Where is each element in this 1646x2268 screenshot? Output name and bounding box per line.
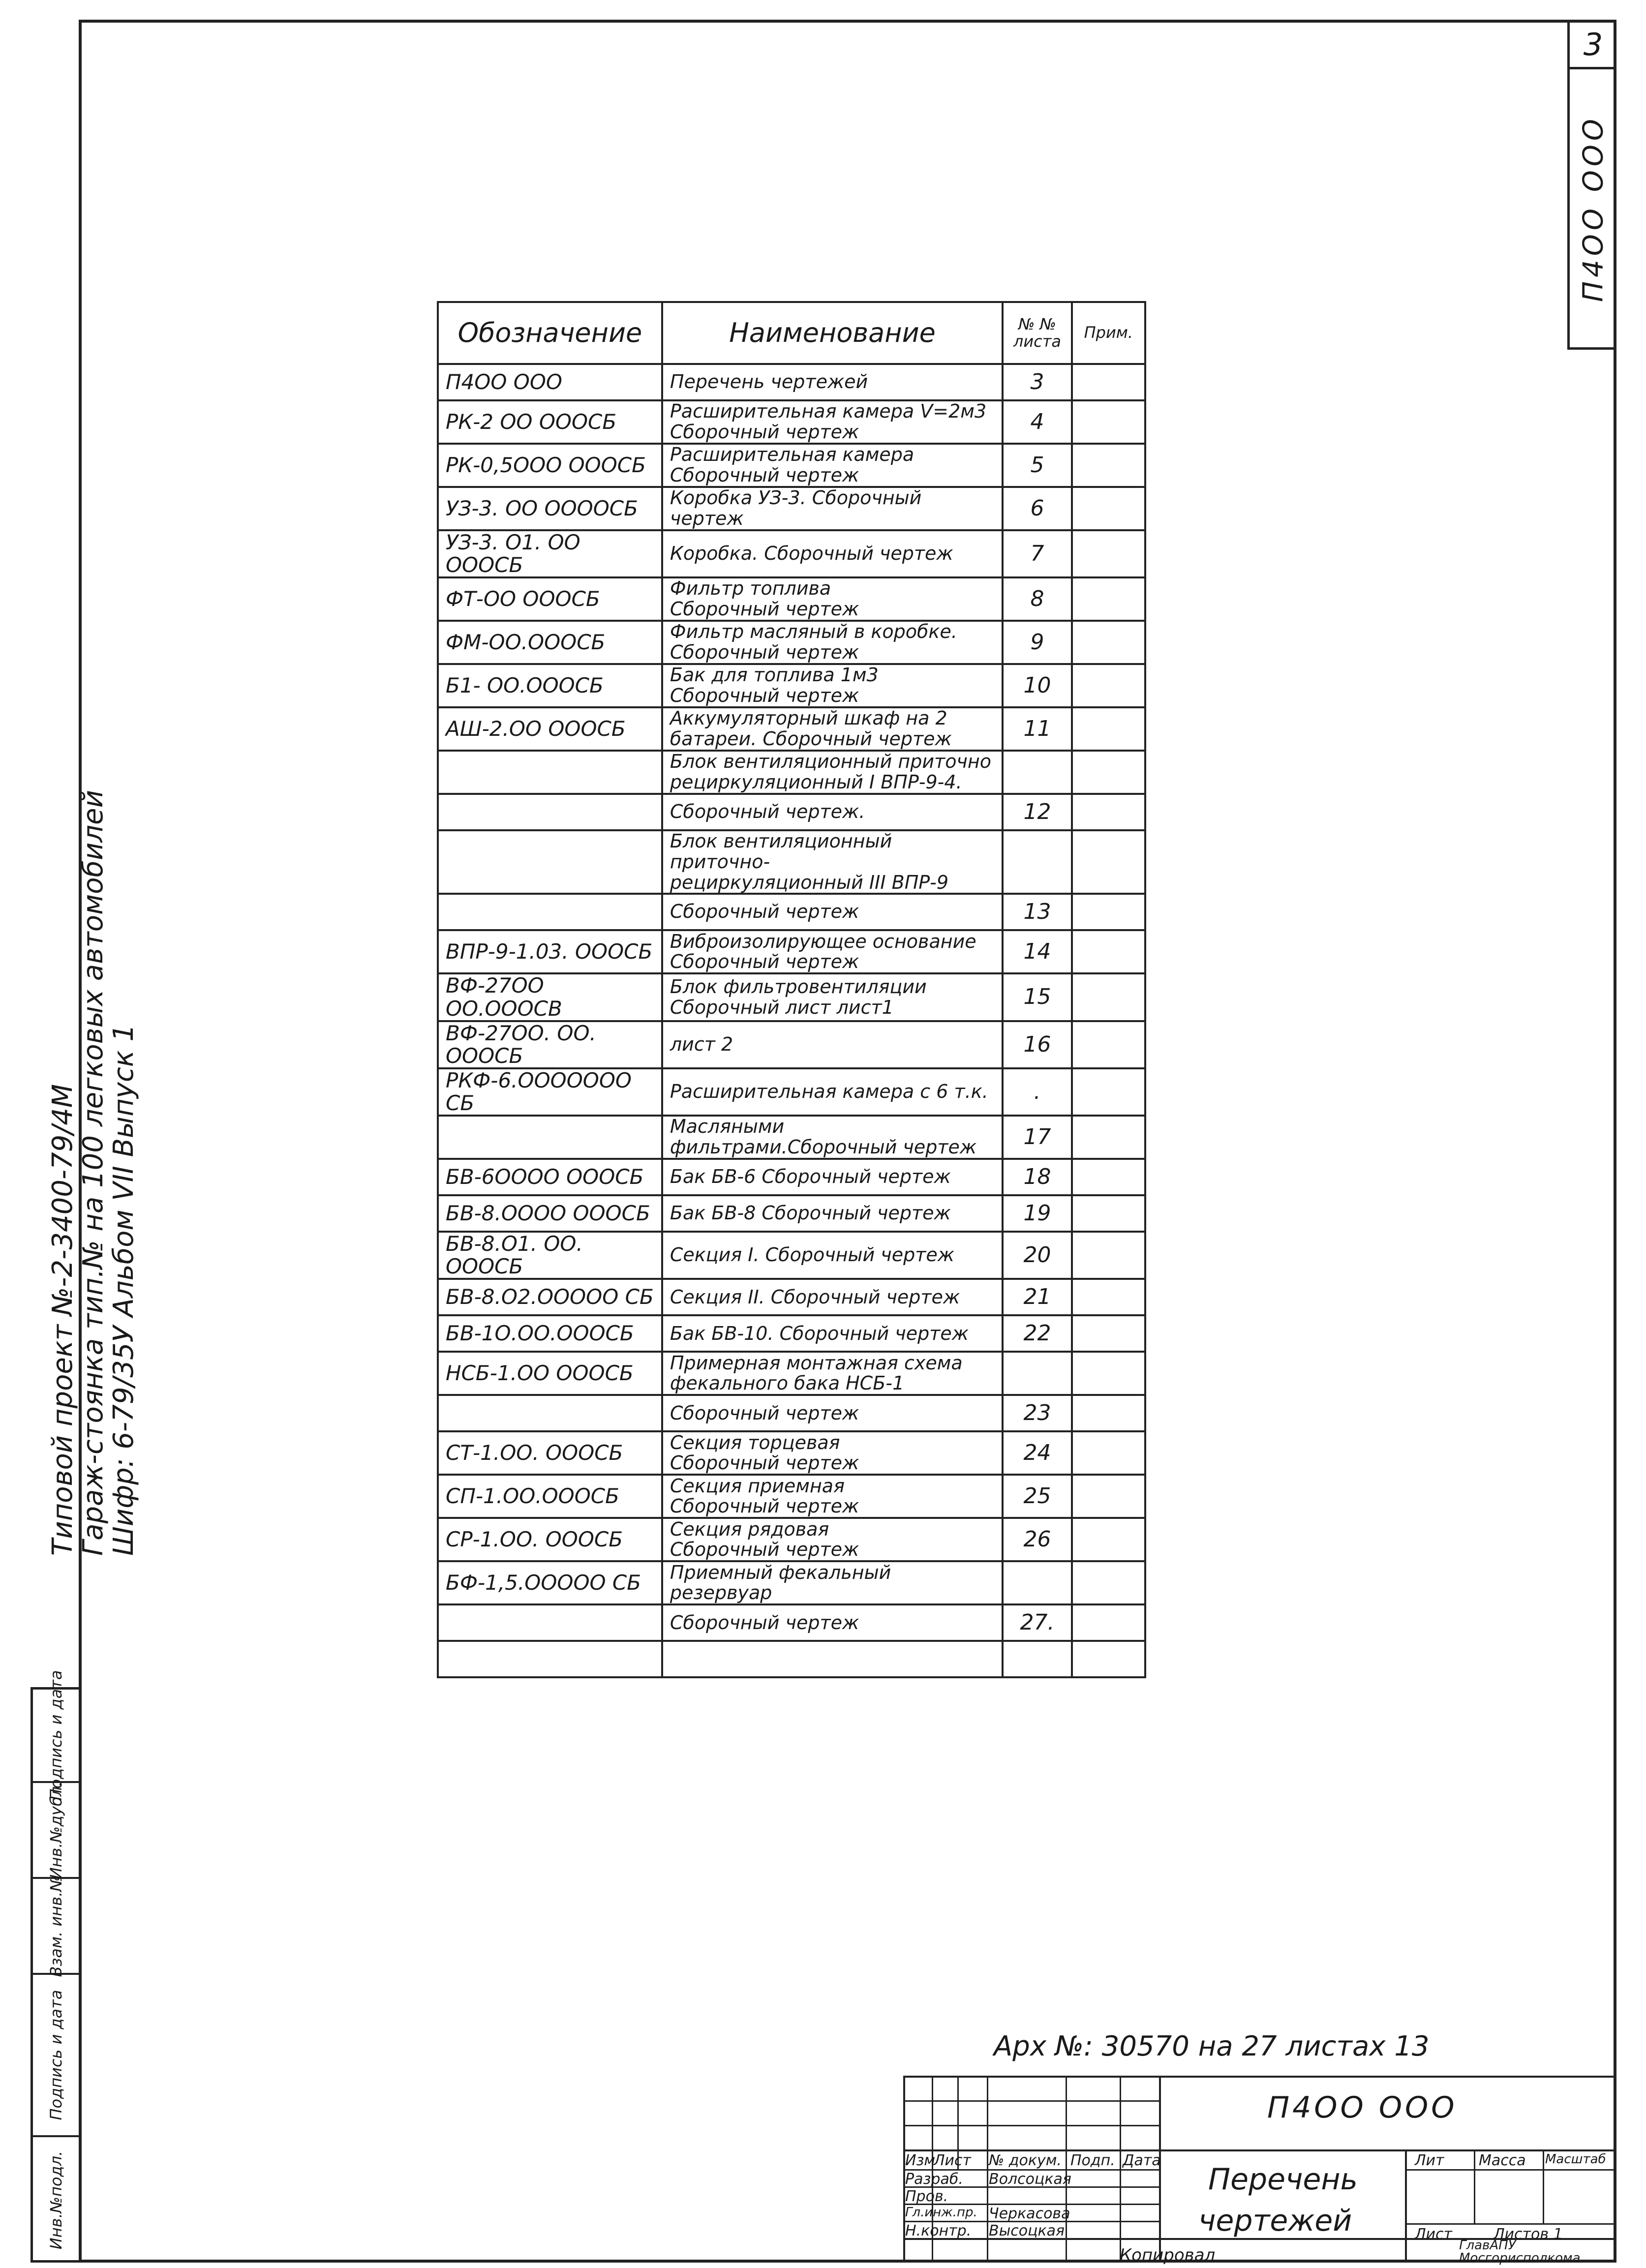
title-block-title-line: чертежей [1198, 2204, 1352, 2238]
table-row [438, 707, 1145, 751]
tb-role: Пров. [905, 2188, 948, 2205]
row-note [1072, 1561, 1145, 1604]
row-designation: РК-0,5ООО ОООСБ [438, 444, 662, 487]
row-designation [438, 1641, 662, 1677]
row-designation: РК-2 ОО ОООСБ [438, 400, 662, 444]
row-name: Масляными фильтрами.Сборочный чертеж [662, 1116, 1003, 1159]
row-sheet-number: 5 [1003, 444, 1071, 487]
row-sheet-number: 3 [1003, 364, 1071, 400]
row-sheet-number: 6 [1003, 487, 1071, 530]
row-sheet-number: 22 [1003, 1315, 1071, 1352]
col-header-designation: Обозначение [438, 302, 662, 364]
table-row [438, 830, 1145, 894]
row-sheet-number: 8 [1003, 577, 1071, 621]
row-designation: СТ-1.ОО. ОООСБ [438, 1431, 662, 1475]
table-row [438, 1518, 1145, 1561]
row-name: Бак БВ-8 Сборочный чертеж [662, 1195, 1003, 1232]
row-sheet-number: 16 [1003, 1021, 1071, 1068]
row-name: Секция II. Сборочный чертеж [662, 1279, 1003, 1315]
row-note [1072, 621, 1145, 664]
row-designation: БФ-1,5.ООООО СБ [438, 1561, 662, 1604]
table-row [438, 400, 1145, 444]
doc-code-box [1567, 69, 1616, 350]
row-note [1072, 1116, 1145, 1159]
table-row [438, 1279, 1145, 1315]
row-note [1072, 364, 1145, 400]
row-name: Блок фильтровентиляции Сборочный лист лист1 [662, 973, 1003, 1021]
row-note [1072, 1279, 1145, 1315]
row-note [1072, 1641, 1145, 1677]
row-note [1072, 930, 1145, 973]
tb-mass-label: Масса [1479, 2152, 1526, 2169]
row-designation [438, 830, 662, 894]
left-stamp-label: Взам. инв.№ [46, 1875, 65, 1977]
title-block-code: П4ОО ООО [1267, 2090, 1458, 2125]
left-stamp-label: Инв.№дубл. [46, 1781, 65, 1879]
row-designation: БВ-8.О1. ОО. ОООСБ [438, 1232, 662, 1279]
row-sheet-number [1003, 1641, 1071, 1677]
row-sheet-number: 26 [1003, 1518, 1071, 1561]
row-note [1072, 1431, 1145, 1475]
tb-col-label: Дата [1123, 2152, 1161, 2169]
col-header-note: Прим. [1072, 302, 1145, 364]
sheet-number: 3 [1583, 27, 1603, 62]
table-row [438, 1352, 1145, 1395]
row-designation: АШ-2.ОО ОООСБ [438, 707, 662, 751]
row-note [1072, 1395, 1145, 1431]
row-designation: БВ-6ОООО ОООСБ [438, 1159, 662, 1195]
row-sheet-number: 15 [1003, 973, 1071, 1021]
table-row [438, 794, 1145, 830]
row-name: Приемный фекальный резервуар [662, 1561, 1003, 1604]
row-note [1072, 530, 1145, 577]
row-designation: СР-1.ОО. ОООСБ [438, 1518, 662, 1561]
left-stamp-label: Инв.№подл. [46, 2150, 65, 2249]
title-block [903, 2076, 1616, 2266]
row-note [1072, 1315, 1145, 1352]
table-body [438, 364, 1145, 1677]
row-note [1072, 751, 1145, 794]
row-designation: ВФ-27ОО. ОО. ОООСБ [438, 1021, 662, 1068]
row-note [1072, 1195, 1145, 1232]
table-row [438, 1395, 1145, 1431]
row-name: Виброизолирующее основание Сборочный чертеж [662, 930, 1003, 973]
left-stamp-cell [33, 1975, 79, 2137]
tb-role-name: Волсоцкая [989, 2171, 1071, 2188]
row-designation: БВ-8.О2.ООООО СБ [438, 1279, 662, 1315]
tb-org-line: ГлавАПУ [1459, 2238, 1516, 2253]
table-row [438, 530, 1145, 577]
row-designation [438, 794, 662, 830]
row-sheet-number: . [1003, 1068, 1071, 1116]
tb-org [1459, 2239, 1581, 2265]
row-name: Фильтр топлива Сборочный чертеж [662, 577, 1003, 621]
tb-role-name: Черкасова [989, 2205, 1070, 2222]
tb-role-name: Высоцкая [989, 2222, 1065, 2239]
table-row [438, 1068, 1145, 1116]
row-name: Бак для топлива 1м3 Сборочный чертеж [662, 664, 1003, 707]
row-name: Фильтр масляный в коробке. Сборочный чертеж [662, 621, 1003, 664]
side-note-line: Гараж-стоянка тип.№ на 100 легковых автомобилей [77, 789, 109, 1556]
row-sheet-number: 25 [1003, 1475, 1071, 1518]
row-designation: СП-1.ОО.ОООСБ [438, 1475, 662, 1518]
table-row [438, 1021, 1145, 1068]
col-header-sheet: № № листа [1003, 302, 1071, 364]
drawings-list-table [437, 301, 1146, 1678]
row-name: Секция рядовая Сборочный чертеж [662, 1518, 1003, 1561]
table-row [438, 1475, 1145, 1518]
row-note [1072, 1159, 1145, 1195]
table-row [438, 1232, 1145, 1279]
row-note [1072, 577, 1145, 621]
row-designation: НСБ-1.ОО ОООСБ [438, 1352, 662, 1395]
left-stamp-label: Подпись и дата [46, 1990, 65, 2120]
row-designation [438, 1604, 662, 1641]
table-row [438, 1159, 1145, 1195]
row-note [1072, 894, 1145, 930]
row-note [1072, 1604, 1145, 1641]
row-note [1072, 1068, 1145, 1116]
left-stamp-cell [33, 1875, 79, 1977]
table-row [438, 621, 1145, 664]
table-row [438, 1315, 1145, 1352]
row-sheet-number [1003, 1352, 1071, 1395]
side-note-line: Шифр: 6-79/35У Альбом VII Выпуск 1 [108, 1024, 140, 1556]
row-name: Расширительная камера Сборочный чертеж [662, 444, 1003, 487]
tb-role: Н.контр. [905, 2222, 972, 2239]
row-designation [438, 1395, 662, 1431]
row-name: Коробка УЗ-3. Сборочный чертеж [662, 487, 1003, 530]
left-stamp-cell [33, 1783, 79, 1879]
row-sheet-number: 14 [1003, 930, 1071, 973]
row-designation: ФМ-ОО.ОООСБ [438, 621, 662, 664]
row-note [1072, 830, 1145, 894]
row-name: Сборочный чертеж [662, 894, 1003, 930]
row-name: Блок вентиляционный приточно- рециркуляционный III ВПР-9 [662, 830, 1003, 894]
row-sheet-number: 10 [1003, 664, 1071, 707]
table-row [438, 1195, 1145, 1232]
row-note [1072, 400, 1145, 444]
row-designation: БВ-1О.ОО.ОООСБ [438, 1315, 662, 1352]
title-block-title-line: Перечень [1208, 2162, 1358, 2197]
row-designation: ВПР-9-1.03. ОООСБ [438, 930, 662, 973]
row-name: Бак БВ-6 Сборочный чертеж [662, 1159, 1003, 1195]
table-row [438, 1561, 1145, 1604]
row-sheet-number: 27. [1003, 1604, 1071, 1641]
row-name: Примерная монтажная схема фекального бака НСБ-1 [662, 1352, 1003, 1395]
table-row [438, 1431, 1145, 1475]
left-stamp-label: Подпись и дата [46, 1670, 65, 1801]
row-name: Сборочный чертеж. [662, 794, 1003, 830]
project-side-note [47, 789, 140, 1556]
row-designation: ВФ-27ОО ОО.ОООСВ [438, 973, 662, 1021]
col-header-name: Наименование [662, 302, 1003, 364]
tb-role: Гл.инж.пр. [905, 2205, 977, 2220]
row-designation: РКФ-6.ООООООО СБ [438, 1068, 662, 1116]
table-row [438, 1116, 1145, 1159]
row-designation: УЗ-3. О1. ОО ОООСБ [438, 530, 662, 577]
row-designation [438, 751, 662, 794]
row-sheet-number: 21 [1003, 1279, 1071, 1315]
row-name: Сборочный чертеж [662, 1604, 1003, 1641]
row-name: Секция торцевая Сборочный чертеж [662, 1431, 1003, 1475]
row-note [1072, 1021, 1145, 1068]
tb-bottom-note: Копировал [1120, 2245, 1216, 2265]
left-stamp-cell [33, 2137, 79, 2263]
table-row [438, 664, 1145, 707]
row-name: Аккумуляторный шкаф на 2 батареи. Сборочный чертеж [662, 707, 1003, 751]
tb-org-line: Мосгорисполкома [1459, 2251, 1581, 2266]
row-designation: Б1- ОО.ОООСБ [438, 664, 662, 707]
row-sheet-number [1003, 1561, 1071, 1604]
row-sheet-number [1003, 830, 1071, 894]
row-note [1072, 1475, 1145, 1518]
row-sheet-number: 12 [1003, 794, 1071, 830]
row-sheet-number: 19 [1003, 1195, 1071, 1232]
left-stamp-column [30, 1670, 79, 2263]
table-row [438, 930, 1145, 973]
row-designation [438, 1116, 662, 1159]
row-note [1072, 1352, 1145, 1395]
row-sheet-number: 13 [1003, 894, 1071, 930]
row-note [1072, 973, 1145, 1021]
row-sheet-number: 4 [1003, 400, 1071, 444]
row-sheet-number: 9 [1003, 621, 1071, 664]
row-sheet-number: 23 [1003, 1395, 1071, 1431]
row-name: Расширительная камера с 6 т.к. [662, 1068, 1003, 1116]
row-note [1072, 1518, 1145, 1561]
table-row [438, 487, 1145, 530]
tb-col-label: № докум. [989, 2152, 1062, 2169]
row-name: Перечень чертежей [662, 364, 1003, 400]
row-sheet-number: 17 [1003, 1116, 1071, 1159]
row-name: Расширительная камера V=2м3 Сборочный чертеж [662, 400, 1003, 444]
table-row [438, 444, 1145, 487]
row-name: Коробка. Сборочный чертеж [662, 530, 1003, 577]
row-name [662, 1641, 1003, 1677]
row-note [1072, 794, 1145, 830]
row-sheet-number: 24 [1003, 1431, 1071, 1475]
row-sheet-number: 20 [1003, 1232, 1071, 1279]
row-name: лист 2 [662, 1021, 1003, 1068]
left-stamp-cell [33, 1670, 79, 1801]
row-name: Секция I. Сборочный чертеж [662, 1232, 1003, 1279]
table-row [438, 1604, 1145, 1641]
tb-col-label: Изм [905, 2152, 936, 2169]
row-designation: ФТ-ОО ОООСБ [438, 577, 662, 621]
row-name: Сборочный чертеж [662, 1395, 1003, 1431]
table-row [438, 1641, 1145, 1677]
table-row [438, 364, 1145, 400]
row-name: Бак БВ-10. Сборочный чертеж [662, 1315, 1003, 1352]
row-designation [438, 894, 662, 930]
row-name: Блок вентиляционный приточно рециркуляционный I ВПР-9-4. [662, 751, 1003, 794]
tb-scale-label: Масштаб [1545, 2152, 1606, 2167]
tb-sheet-label: Лист [1415, 2226, 1453, 2243]
tb-lit-label: Лит [1415, 2152, 1444, 2169]
row-note [1072, 1232, 1145, 1279]
row-note [1072, 707, 1145, 751]
tb-col-label: Лист [934, 2152, 972, 2169]
tb-col-label: Подп. [1070, 2152, 1115, 2169]
archive-note: Арх №: 30570 на 27 листах 13 [994, 2030, 1430, 2062]
table-row [438, 973, 1145, 1021]
row-sheet-number: 18 [1003, 1159, 1071, 1195]
row-sheet-number: 7 [1003, 530, 1071, 577]
row-designation: УЗ-3. ОО ООООСБ [438, 487, 662, 530]
table-row [438, 577, 1145, 621]
row-note [1072, 487, 1145, 530]
side-note-line: Типовой проект №-2-3400-79/4М [47, 1084, 79, 1556]
row-designation: БВ-8.ОООО ОООСБ [438, 1195, 662, 1232]
tb-role: Разраб. [905, 2171, 963, 2188]
table-row [438, 894, 1145, 930]
table-row [438, 751, 1145, 794]
tb-sheets-label: Листов 1 [1494, 2226, 1563, 2243]
row-sheet-number: 11 [1003, 707, 1071, 751]
row-name: Секция приемная Сборочный чертеж [662, 1475, 1003, 1518]
doc-code: П4ОО ООО [1577, 115, 1609, 302]
sheet-number-box [1567, 23, 1616, 69]
row-note [1072, 444, 1145, 487]
row-designation: П4ОО ООО [438, 364, 662, 400]
row-note [1072, 664, 1145, 707]
row-sheet-number [1003, 751, 1071, 794]
